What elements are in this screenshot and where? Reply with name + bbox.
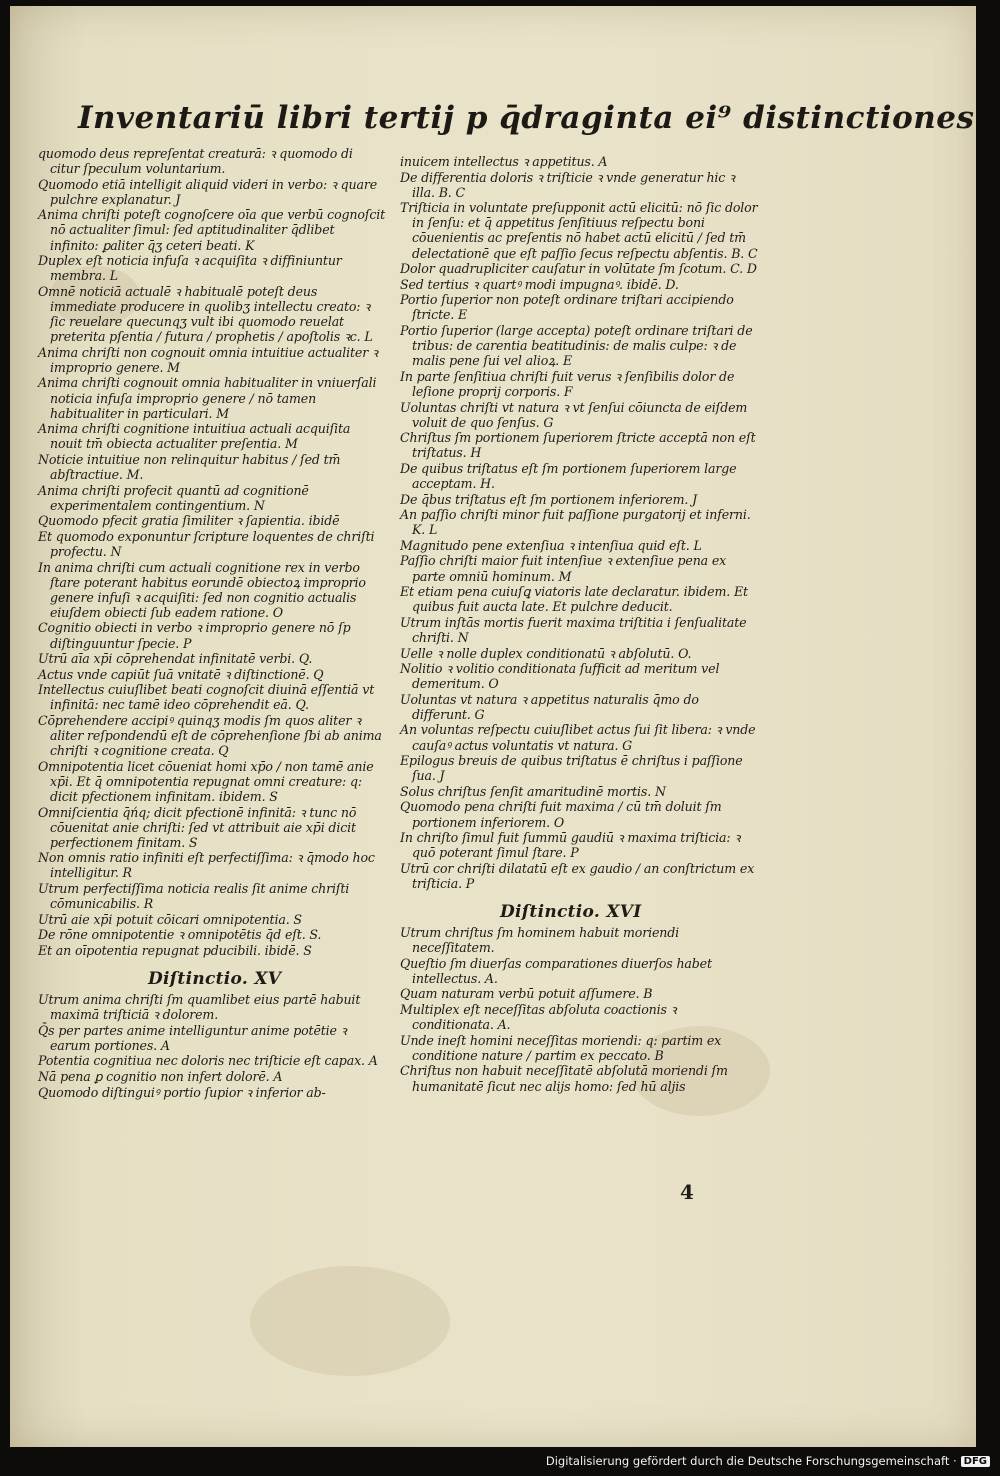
index-entry: Anima chriſti cognitione intuitiua actuali acquiſita nouit tm̄ obiecta actualiter preſentia. M [38,421,351,452]
index-entry: Quam naturam verbū potuit aſſumere. B [400,986,653,1002]
index-entry: Multiplex eſt neceſſitas abſoluta coactionis ꝛ conditionata. A. [400,1002,677,1033]
index-entry: De differentia doloris ꝛ triſticie ꝛ vnde generatur hic ꝛ illa. B. C [400,169,735,200]
index-entry: Quomodo pena chriſti fuit maxima / cū tm̄ doluit ſm portionem inferiorem. O [400,799,722,830]
left-column [38,146,386,1100]
index-entry: Anima chriſti cognouit omnia habitualiter in vniuerſali noticia infuſa improprio genere / nō tamen habitualiter in particulari. M [38,375,377,421]
index-entry: Quomodo etiā intelligit aliquid videri in verbo: ꝛ quare pulchre explanatur. J [38,176,378,207]
index-entry: Chriſtus non habuit neceſſitatē abſolutā moriendi ſm humanitatē ſicut nec alijs homo: ſed hū aljis [400,1063,728,1094]
index-entry: inuicem intellectus ꝛ appetitus. A [400,154,608,169]
index-entry: Actus vnde capiūt ſuā vnitatē ꝛ diſtinctionē. Q [38,666,324,682]
index-entry: Cognitio obiecti in verbo ꝛ improprio genere nō ſp diſtinguuntur ſpecie. P [38,620,351,651]
index-entry: Uelle ꝛ nolle duplex conditionatū ꝛ abſolutū. O. [400,645,692,661]
index-entry: Triſticia in voluntate preſupponit actū elicitū: nō ſic dolor in ſenſu: et q̄ appetitus ſenſitiuus reſpectu boni cōuenientis ac preſentis nō habet actū elicitū / ſed tm̄ delectationē que eſt paſſio ſecus reſpectu abſentis. B. C [400,200,758,261]
index-entry: Anima chriſti non cognouit omnia intuitiue actualiter ꝛ improprio genere. M [38,344,378,375]
index-entry: Utrum perfectiſſima noticia realis ſit anime chriſti cōmunicabilis. R [38,881,350,912]
index-entry: Solus chriſtus ſenſit amaritudinē mortis. N [400,783,666,799]
index-entry: De rōne omnipotentie ꝛ omnipotētis q̄d eſt. S. [38,927,322,943]
index-entry: In parte ſenſitiua chriſti fuit verus ꝛ ſenſibilis dolor de leſione proprij corporis. F [400,368,735,399]
index-entry: Quomodo diſtinguiꝰ portio ſupior ꝛ inferior ab- [38,1084,326,1100]
index-entry: Paſſio chriſti maior fuit intenſiue ꝛ extenſiue pena ex parte omniū hominum. M [400,553,727,584]
index-entry: Nolitio ꝛ volitio conditionata ſufficit ad meritum vel demeritum. O [400,661,720,692]
index-entry: Queſtio ſm diuerſas comparationes diuerſos habet intellectus. A. [400,955,712,986]
index-entry: Cōprehendere accipiꝰ quinqʒ modis ſm quos aliter ꝛ aliter reſpondendū eſt de cōprehenſione ſbi ab anima chriſti ꝛ cognitione creata. Q [38,712,382,759]
index-entry: Utrū aie xp̄i potuit cōicari omnipotentia. S [38,911,302,927]
distinction-heading: Diſtinctio. XVI [500,902,642,922]
index-entry: Utrū cor chriſti dilatatū eſt ex gaudio / an conſtrictum ex triſticia. P [400,860,755,891]
right-column [400,154,758,1094]
paper-stain [250,1266,450,1376]
index-entry: Quomodo pfecit gratia ſimiliter ꝛ ſapientia. ibidē [38,513,340,529]
index-entry: Epilogus breuis de quibus triſtatus ē chriſtus i paſſione ſua. J [400,753,743,784]
index-entry: Potentia cognitiua nec doloris nec triſticie eſt capax. A [38,1053,378,1069]
index-entry: Duplex eſt noticia infuſa ꝛ acquiſita ꝛ diffiniuntur membra. L [38,253,342,284]
index-entry: Omnipotentia licet cōueniat homi xp̄o / non tamē anie xp̄i. Et q̄ omnipotentia repugnat omni creature: q: dicit pfectionem infinitam. ibidem. S [38,758,374,804]
index-entry: Magnitudo pene extenſiua ꝛ intenſiua quid eſt. L [400,537,702,553]
index-entry: De q̄bus triſtatus eſt ſm portionem inferiorem. J [400,491,698,507]
index-entry: Utrū aīa xp̄i cōprehendat infinitatē verbi. Q. [38,651,313,667]
index-entry: Et an oīpotentia repugnat pducibili. ibidē. S [38,942,312,958]
index-entry: quomodo deus repreſentat creaturā: ꝛ quomodo di citur ſpeculum voluntarium. [38,146,353,177]
distinction-heading: Diſtinctio. XV [148,968,282,989]
index-entry: Portio ſuperior non poteſt ordinare triſtari accipiendo ſtricte. E [400,292,734,323]
index-entry: Et etiam pena cuiuſꝗ viatoris late declaratur. ibidem. Et quibus fuit aucta late. Et pulchre deducit. [400,584,748,615]
index-entry: Anima chriſti poteſt cognoſcere oīa que verbū cognoſcit nō actualiter ſimul: ſed aptitudinaliter q̄dlibet infinito: ꝑaliter q̄ʒ ceteri beati. K [38,207,386,253]
index-entry: Chriſtus ſm portionem ſuperiorem ſtricte acceptā non eſt triſtatus. H [400,430,756,461]
index-entry: Sed tertius ꝛ quartꝰ modi impugnaꝰ. ibidē. D. [400,276,679,292]
index-entry: Dolor quadrupliciter cauſatur in volūtate ſm ſcotum. C. D [400,261,757,277]
digitization-footer [546,1454,990,1468]
index-entry: Utrum anima chriſti ſm quamlibet eius partē habuit maximā triſticiā ꝛ dolorem. [38,992,361,1023]
index-entry: Unde ineſt homini neceſſitas moriendi: q: partim ex conditione nature / partim ex peccato. B [400,1032,722,1063]
page-title: Inventariū libri tertij p q̄draginta ei⁹ distinctiones [78,100,975,136]
index-entry: Uoluntas vt natura ꝛ appetitus naturalis q̄mo do differunt. G [400,691,699,722]
index-entry: Q̄s per partes anime intelliguntur anime potētie ꝛ earum portiones. A [38,1022,347,1053]
index-entry: An paſſio chriſti minor fuit paſſione purgatorij et inferni. K. L [400,507,751,538]
index-entry: Anima chriſti profecit quantū ad cognitionē experimentalem contingentium. N [38,482,309,513]
dfg-logo: DFG [961,1456,990,1467]
index-entry: Portio ſuperior (large accepta) poteſt ordinare triſtari de tribus: de carentia beatitudinis: de malis culpe: ꝛ de malis pene ſui vel alioꝝ. E [400,323,753,369]
index-entry: Nā pena ꝑ cognitio non infert dolorē. A [38,1069,283,1085]
index-entry: De quibus triſtatus eſt ſm portionem ſuperiorem large acceptam. H. [400,460,737,491]
index-entry: Intellectus cuiuſlibet beati cognoſcit diuinā eſſentiā vt infinitā: nec tamē ideo cōprehendit eā. Q. [38,682,375,713]
index-entry: In chriſto ſimul fuit ſummū gaudiū ꝛ maxima triſticia: ꝛ quō poterant ſimul ſtare. P [400,830,741,861]
index-entry: Omnē noticiā actualē ꝛ habitualē poteſt deus immediate producere in quolibʒ intellectu creato: ꝛ ſic reuelare quecunqʒ vult ibi quomodo reuelat preterita pſentia / futura / prophetis / apoſtolis ꝛc. L [38,283,373,345]
index-entry: Noticie intuitiue non relinquitur habitus / ſed tm̄ abſtractiue. M. [38,451,341,482]
page-number: 4 [680,1180,694,1204]
index-entry: Et quomodo exponuntur ſcripture loquentes de chriſti profectu. N [38,528,375,559]
footer-credit: Digitalisierung gefördert durch die Deutsche Forschungsgemeinschaft · [545,1454,957,1468]
index-entry: Non omnis ratio infiniti eſt perfectiſſima: ꝛ q̄modo hoc intelligitur. R [38,850,375,881]
index-entry: Uoluntas chriſti vt natura ꝛ vt ſenſui cōiuncta de eiſdem voluit de quo ſenſus. G [400,399,748,430]
index-entry: Omniſcientia q̄ńq; dicit pfectionē infinitā: ꝛ tunc nō cōuenitat anie chriſti: ſed vt attribuit aie xp̄i dicit perfectionem finitam. S [38,804,357,850]
index-entry: An voluntas reſpectu cuiuſlibet actus ſui ſit libera: ꝛ vnde cauſaꝰ actus voluntatis vt natura. G [400,722,756,753]
index-entry: Utrum chriſtus ſm hominem habuit moriendi neceſſitatem. [400,925,679,956]
index-entry: In anima chriſti cum actuali cognitione rex in verbo ſtare poterant habitus eorundē obiectoꝝ improprio genere infuſi ꝛ acquiſiti: ſed non cognitio actualis eiuſdem obiecti ſub eadem ratione. O [38,559,366,620]
index-entry: Utrum inſtās mortis fuerit maxima triſtitia i ſenſualitate chriſti. N [400,614,747,645]
